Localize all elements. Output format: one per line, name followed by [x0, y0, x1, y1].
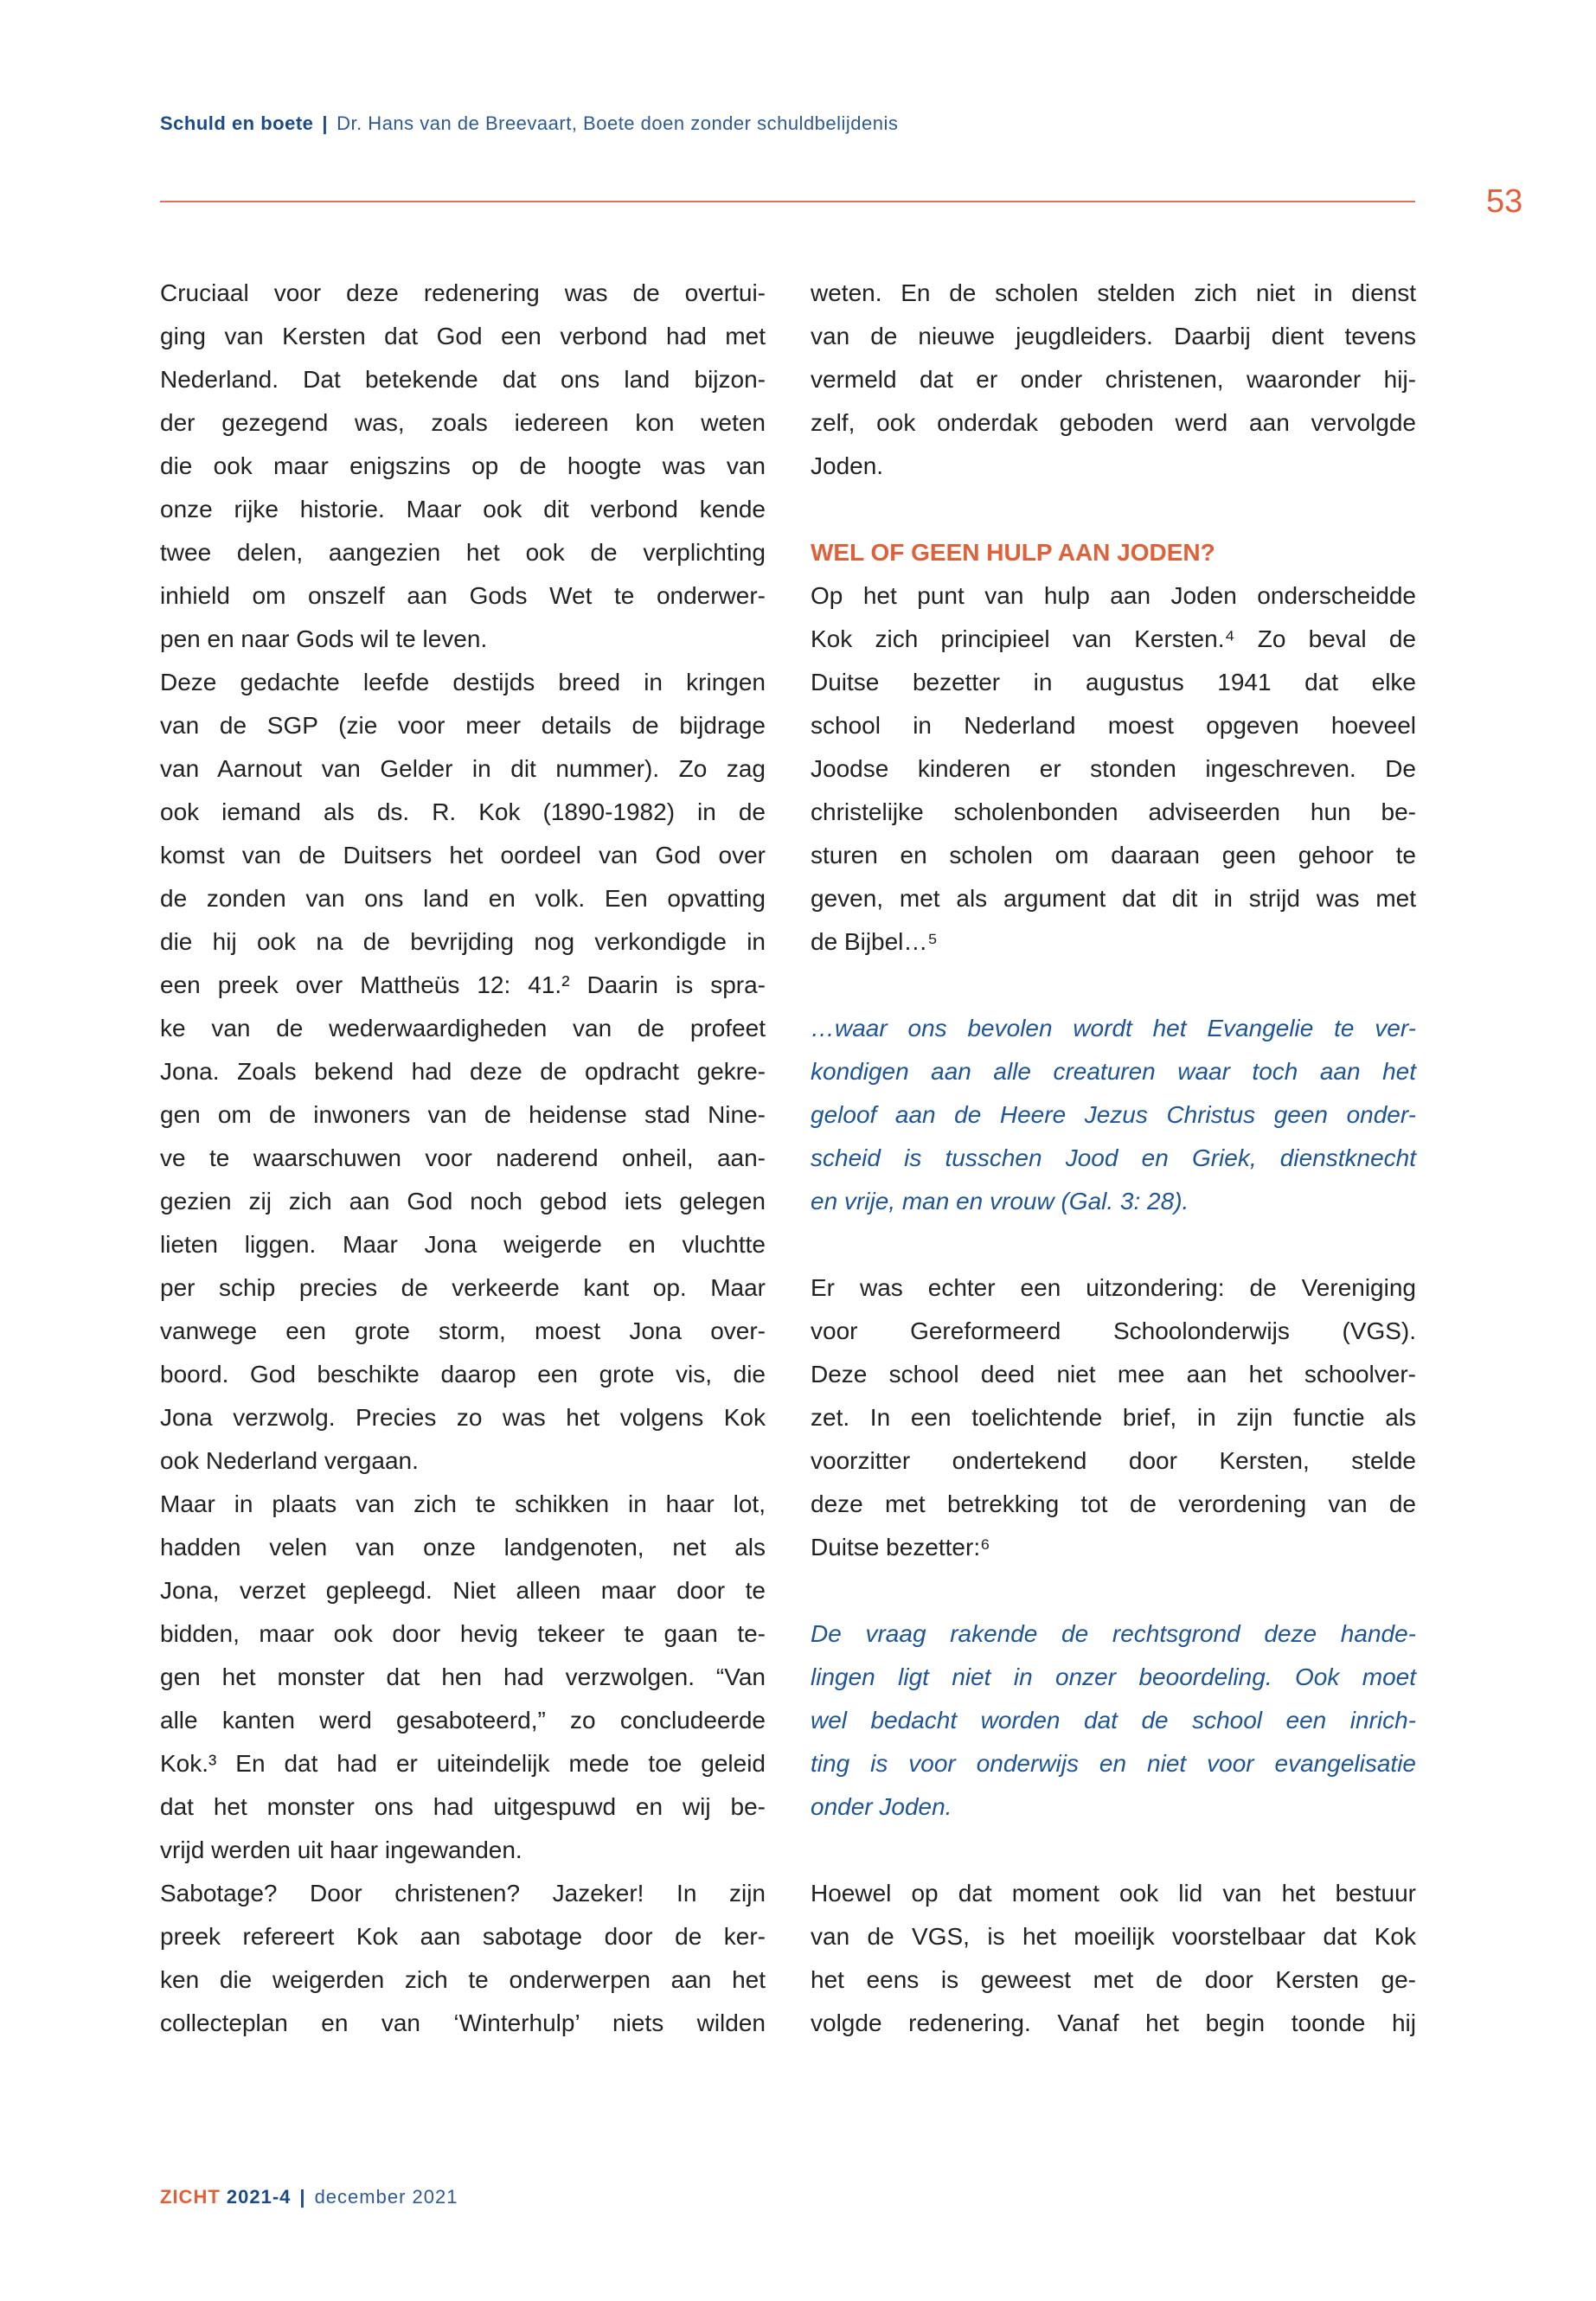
text-line — [811, 1223, 1416, 1266]
paragraph — [160, 661, 766, 1483]
article-byline: Dr. Hans van de Breevaart, Boete doen zonder schuldbelijdenis — [337, 112, 899, 134]
text-line: gen om de inwoners van de heidense stad Nine- — [160, 1101, 766, 1128]
text-line: school in Nederland moest opgeven hoeveel — [811, 712, 1416, 739]
text-line: vanwege een grote storm, moest Jona over- — [160, 1317, 766, 1344]
text-line: Maar in plaats van zich te schikken in haar lot, — [160, 1490, 766, 1517]
header-separator: | — [322, 112, 329, 134]
header-rule — [160, 201, 1415, 202]
text-line: volgde redenering. Vanaf het begin toonde hij — [811, 2009, 1416, 2036]
text-line: dat het monster ons had uitgespuwd en wij be- — [160, 1793, 766, 1820]
text-line: Op het punt van hulp aan Joden onderscheidde — [811, 582, 1416, 609]
block-quote — [811, 1612, 1416, 1829]
paragraph — [160, 1483, 766, 1872]
text-line: Nederland. Dat betekende dat ons land bijzon- — [160, 366, 766, 393]
text-line: christelijke scholenbonden adviseerden hun be- — [811, 798, 1416, 825]
text-line — [811, 1829, 1416, 1872]
text-line: onder Joden. — [811, 1793, 952, 1820]
text-line: Duitse bezetter in augustus 1941 dat elke — [811, 669, 1416, 695]
text-line: gen het monster dat hen had verzwolgen. “Van — [160, 1663, 766, 1690]
text-line: Jona. Zoals bekend had deze de opdracht gekre- — [160, 1058, 766, 1085]
text-line: deze met betrekking tot de verordening van de — [811, 1490, 1416, 1517]
paragraph — [811, 1872, 1416, 2045]
text-line: Sabotage? Door christenen? Jazeker! In zijn — [160, 1880, 766, 1907]
text-line: alle kanten werd gesaboteerd,” zo concludeerde — [160, 1707, 766, 1734]
spacer — [811, 964, 1416, 1007]
text-line: per schip precies de verkeerde kant op. Maar — [160, 1274, 766, 1301]
text-line: Joden. — [811, 452, 884, 479]
text-line: van de nieuwe jeugdleiders. Daarbij dient tevens — [811, 323, 1416, 349]
text-line: Kok.³ En dat had er uiteindelijk mede toe geleid — [160, 1750, 766, 1777]
spacer — [811, 488, 1416, 531]
text-line: ve te waarschuwen voor naderend onheil, aan- — [160, 1144, 766, 1171]
text-line: ging van Kersten dat God een verbond had met — [160, 323, 766, 349]
text-line: geven, met als argument dat dit in strijd was met — [811, 885, 1416, 912]
text-line: voor Gereformeerd Schoolonderwijs (VGS). — [811, 1317, 1416, 1344]
text-line: een preek over Mattheüs 12: 41.² Daarin is spra- — [160, 971, 766, 998]
text-line: pen en naar Gods wil te leven. — [160, 625, 488, 652]
text-line: Cruciaal voor deze redenering was de overtui- — [160, 279, 766, 306]
text-line: De vraag rakende de rechtsgrond deze hande- — [811, 1620, 1416, 1647]
text-line: hadden velen van onze landgenoten, net als — [160, 1534, 766, 1561]
text-line: van de SGP (zie voor meer details de bijdrage — [160, 712, 766, 739]
text-line: scheid is tusschen Jood en Griek, dienstknecht — [811, 1144, 1416, 1171]
text-line — [811, 1569, 1416, 1612]
page-number: 53 — [1486, 183, 1523, 220]
text-line: van de VGS, is het moeilijk voorstelbaar dat Kok — [811, 1923, 1416, 1950]
text-line: die ook maar enigszins op de hoogte was van — [160, 452, 766, 479]
text-line: …waar ons bevolen wordt het Evangelie te ver- — [811, 1015, 1416, 1042]
text-line: Er was echter een uitzondering: de Vereniging — [811, 1274, 1416, 1301]
text-line: weten. En de scholen stelden zich niet in dienst — [811, 279, 1416, 306]
text-line: vermeld dat er onder christenen, waaronder hij- — [811, 366, 1416, 393]
right-column — [811, 272, 1416, 2045]
text-line: Jona, verzet gepleegd. Niet alleen maar door te — [160, 1577, 766, 1604]
text-line: ook iemand als ds. R. Kok (1890-1982) in de — [160, 798, 766, 825]
text-line: van Aarnout van Gelder in dit nummer). Zo zag — [160, 755, 766, 782]
text-line — [811, 488, 1416, 531]
left-column — [160, 272, 766, 2045]
paragraph — [811, 574, 1416, 964]
text-line: lingen ligt niet in onzer beoordeling. Ook moet — [811, 1663, 1416, 1690]
text-line: zelf, ook onderdak geboden werd aan vervolgde — [811, 409, 1416, 436]
text-line: Jona verzwolg. Precies zo was het volgens Kok — [160, 1404, 766, 1431]
issue-date: december 2021 — [314, 2186, 458, 2208]
text-line: bidden, maar ook door hevig tekeer te gaan te- — [160, 1620, 766, 1647]
issue-number: 2021-4 — [226, 2186, 292, 2208]
text-line: Deze gedachte leefde destijds breed in kringen — [160, 669, 766, 695]
text-line: lieten liggen. Maar Jona weigerde en vluchtte — [160, 1231, 766, 1258]
text-line: Hoewel op dat moment ook lid van het bestuur — [811, 1880, 1416, 1907]
text-line: wel bedacht worden dat de school een inrich- — [811, 1707, 1416, 1734]
text-line: der gezegend was, zoals iedereen kon weten — [160, 409, 766, 436]
text-line: kondigen aan alle creaturen waar toch aan het — [811, 1058, 1416, 1085]
footer — [160, 2186, 458, 2208]
text-line: komst van de Duitsers het oordeel van God over — [160, 842, 766, 868]
spacer — [811, 1223, 1416, 1266]
section-heading — [811, 531, 1416, 574]
text-line: Kok zich principieel van Kersten.⁴ Zo beval de — [811, 625, 1416, 652]
text-line — [811, 964, 1416, 1007]
text-line: die hij ook na de bevrijding nog verkondigde in — [160, 928, 766, 955]
paragraph — [160, 272, 766, 661]
text-line: collecteplan en van ‘Winterhulp’ niets wilden — [160, 2009, 766, 2036]
text-line: ken die weigerden zich te onderwerpen aan het — [160, 1966, 766, 1993]
text-line: twee delen, aangezien het ook de verplichting — [160, 539, 766, 566]
running-header — [160, 112, 898, 135]
text-line: sturen en scholen om daaraan geen gehoor te — [811, 842, 1416, 868]
text-line: en vrije, man en vrouw (Gal. 3: 28). — [811, 1188, 1189, 1215]
text-line: de zonden van ons land en volk. Een opvatting — [160, 885, 766, 912]
heading-text: WEL OF GEEN HULP AAN JODEN? — [811, 539, 1215, 566]
footer-separator: | — [299, 2186, 306, 2208]
text-line: inhield om onszelf aan Gods Wet te onderwer- — [160, 582, 766, 609]
text-line: het eens is geweest met de door Kersten ge- — [811, 1966, 1416, 1993]
text-line: zet. In een toelichtende brief, in zijn functie als — [811, 1404, 1416, 1431]
text-line: voorzitter ondertekend door Kersten, stelde — [811, 1447, 1416, 1474]
text-line: geloof aan de Heere Jezus Christus geen onder- — [811, 1101, 1416, 1128]
paragraph — [811, 272, 1416, 488]
block-quote — [811, 1007, 1416, 1223]
spacer — [811, 1569, 1416, 1612]
paragraph — [160, 1872, 766, 2045]
text-line: ke van de wederwaardigheden van de profeet — [160, 1015, 766, 1042]
text-line: boord. God beschikte daarop een grote vis, die — [160, 1361, 766, 1388]
text-line: ting is voor onderwijs en niet voor evangelisatie — [811, 1750, 1416, 1777]
text-line: onze rijke historie. Maar ook dit verbond kende — [160, 496, 766, 522]
text-line: preek refereert Kok aan sabotage door de ker- — [160, 1923, 766, 1950]
text-line: Deze school deed niet mee aan het schoolver- — [811, 1361, 1416, 1388]
spacer — [811, 1829, 1416, 1872]
text-line: gezien zij zich aan God noch gebod iets gelegen — [160, 1188, 766, 1215]
text-line: ook Nederland vergaan. — [160, 1447, 419, 1474]
text-line: de Bijbel…⁵ — [811, 928, 939, 955]
section-title: Schuld en boete — [160, 112, 314, 134]
paragraph — [811, 1266, 1416, 1569]
text-line: Duitse bezetter:⁶ — [811, 1534, 990, 1561]
text-line: vrijd werden uit haar ingewanden. — [160, 1836, 522, 1863]
text-line: Joodse kinderen er stonden ingeschreven. De — [811, 755, 1416, 782]
magazine-name: ZICHT — [160, 2186, 221, 2208]
